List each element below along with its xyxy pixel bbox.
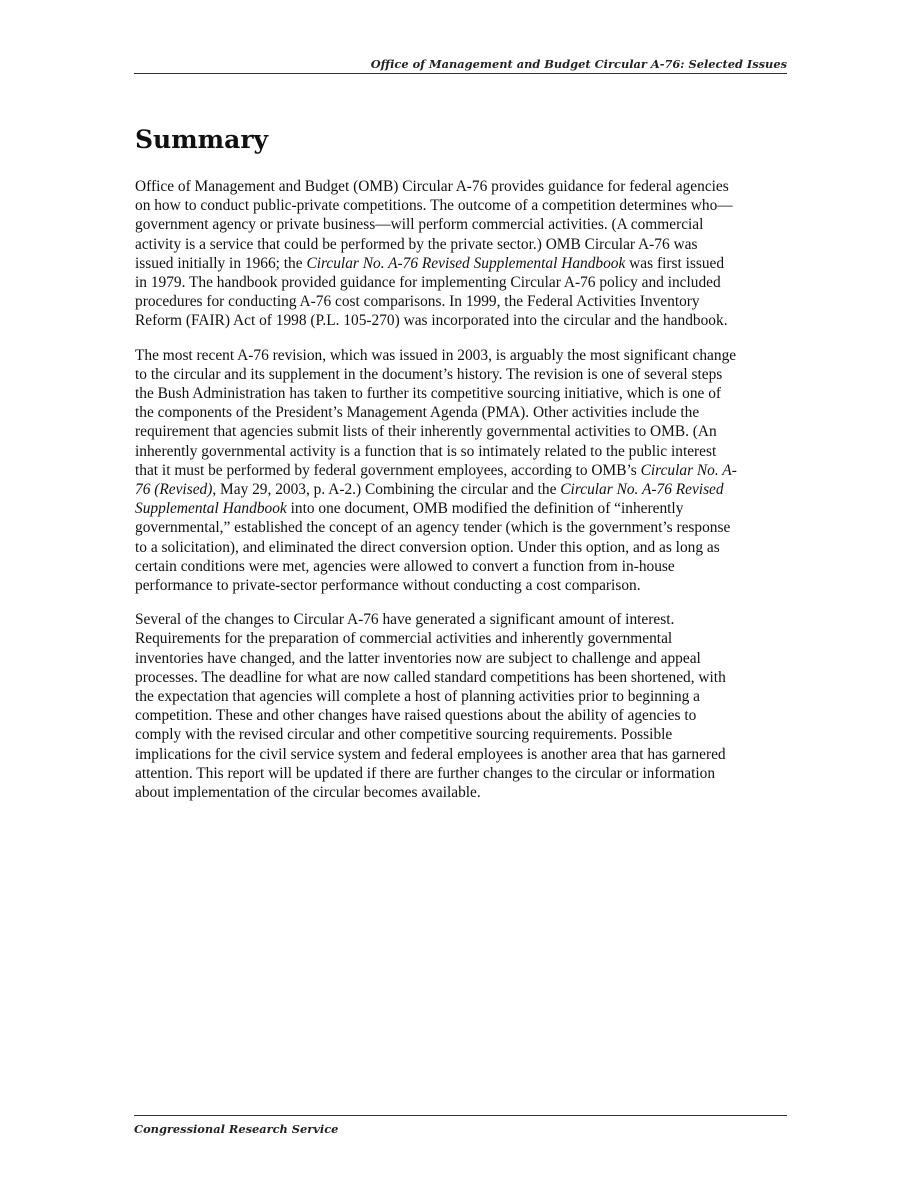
text-run: the expectation that agencies will complete a host of planning activities prior to beginning a [135,688,701,706]
footer-source: Congressional Research Service [134,1122,339,1136]
text-run: on how to conduct public-private competitions. The outcome of a competition determines who— [135,197,733,215]
text-run: Requirements for the preparation of commercial activities and inherently governmental [135,630,673,648]
text-run: processes. The deadline for what are now called standard competitions has been shortened, with [135,668,726,686]
text-run: into one document, OMB modified the definition of “inherently [286,500,684,518]
running-header-title: Office of Management and Budget Circular A-76: Selected Issues [370,57,787,71]
text-run: Reform (FAIR) Act of 1998 (P.L. 105-270) was incorporated into the circular and the handbook. [135,312,728,330]
text-run: requirement that agencies submit lists of their inherently governmental activities to OMB. (An [135,423,717,441]
text-line [135,384,790,403]
text-line [135,311,790,330]
text-run: activity is a service that could be performed by the private sector.) OMB Circular A-76 was [135,235,698,253]
text-run: that it must be performed by federal government employees, according to OMB’s [135,461,641,479]
text-line [135,422,790,441]
text-line [135,783,790,802]
text-run: about implementation of the circular becomes available. [135,784,481,802]
text-run: inherently governmental activity is a function that is so intimately related to the public interest [135,442,717,460]
text-run: competition. These and other changes have raised questions about the ability of agencies to [135,707,697,725]
text-line [135,706,790,725]
italic-citation: Circular No. A-76 Revised Supplemental Handbook [306,254,626,272]
text-line [135,346,790,365]
page-footer [134,1115,787,1137]
text-line [135,649,790,668]
text-line [135,518,790,537]
text-run: Several of the changes to Circular A-76 have generated a significant amount of interest. [135,611,675,629]
text-line [135,461,790,480]
summary-body [135,177,790,817]
text-line [135,745,790,764]
text-run: , May 29, 2003, p. A-2.) Combining the circular and the [212,481,561,499]
text-run: in 1979. The handbook provided guidance for implementing Circular A-76 policy and included [135,274,721,292]
text-line [135,442,790,461]
text-line [135,557,790,576]
text-run: government agency or private business—will perform commercial activities. (A commercial [135,216,704,234]
body-paragraph [135,610,790,802]
text-run: to the circular and its supplement in the document’s history. The revision is one of several steps [135,365,723,383]
text-run: The most recent A-76 revision, which was issued in 2003, is arguably the most significant change [135,346,737,364]
text-run: procedures for conducting A-76 cost comparisons. In 1999, the Federal Activities Inventory [135,293,700,311]
italic-citation: 76 (Revised) [135,481,213,499]
italic-citation: Circular No. A-76 Revised [560,481,724,499]
text-line [135,499,790,518]
text-run: performance to private-sector performance without conducting a cost comparison. [135,577,641,595]
text-run: was first issued [625,254,725,272]
text-run: the components of the President’s Management Agenda (PMA). Other activities include the [135,404,700,422]
text-run: governmental,” established the concept of an agency tender (which is the government’s response [135,519,731,537]
text-line [135,610,790,629]
running-header [134,55,787,74]
text-run: to a solicitation), and eliminated the direct conversion option. Under this option, and as long as [135,538,720,556]
text-run: issued initially in 1966; the [135,254,307,272]
page-title: Summary [135,125,269,154]
text-line [135,576,790,595]
text-line [135,725,790,744]
italic-citation: Supplemental Handbook [135,500,287,518]
body-paragraph [135,177,790,331]
text-line [135,538,790,557]
text-line [135,196,790,215]
text-line [135,215,790,234]
text-run: comply with the revised circular and other competitive sourcing requirements. Possible [135,726,673,744]
text-line [135,668,790,687]
text-line [135,403,790,422]
text-line [135,254,790,273]
text-line [135,629,790,648]
text-run: the Bush Administration has taken to further its competitive sourcing initiative, which is one of [135,385,722,403]
text-line [135,687,790,706]
text-run: Office of Management and Budget (OMB) Circular A-76 provides guidance for federal agencies [135,178,729,195]
text-run: attention. This report will be updated if there are further changes to the circular or information [135,764,716,782]
text-line [135,764,790,783]
text-run: inventories have changed, and the latter inventories now are subject to challenge and appeal [135,649,701,667]
text-run: certain conditions were met, agencies were allowed to convert a function from in-house [135,557,675,575]
text-line [135,480,790,499]
body-paragraph [135,346,790,596]
text-line [135,292,790,311]
text-line [135,273,790,292]
text-line [135,177,790,196]
italic-citation: Circular No. A- [640,461,737,479]
text-line [135,365,790,384]
text-line [135,235,790,254]
text-run: implications for the civil service system and federal employees is another area that has garnered [135,745,726,763]
